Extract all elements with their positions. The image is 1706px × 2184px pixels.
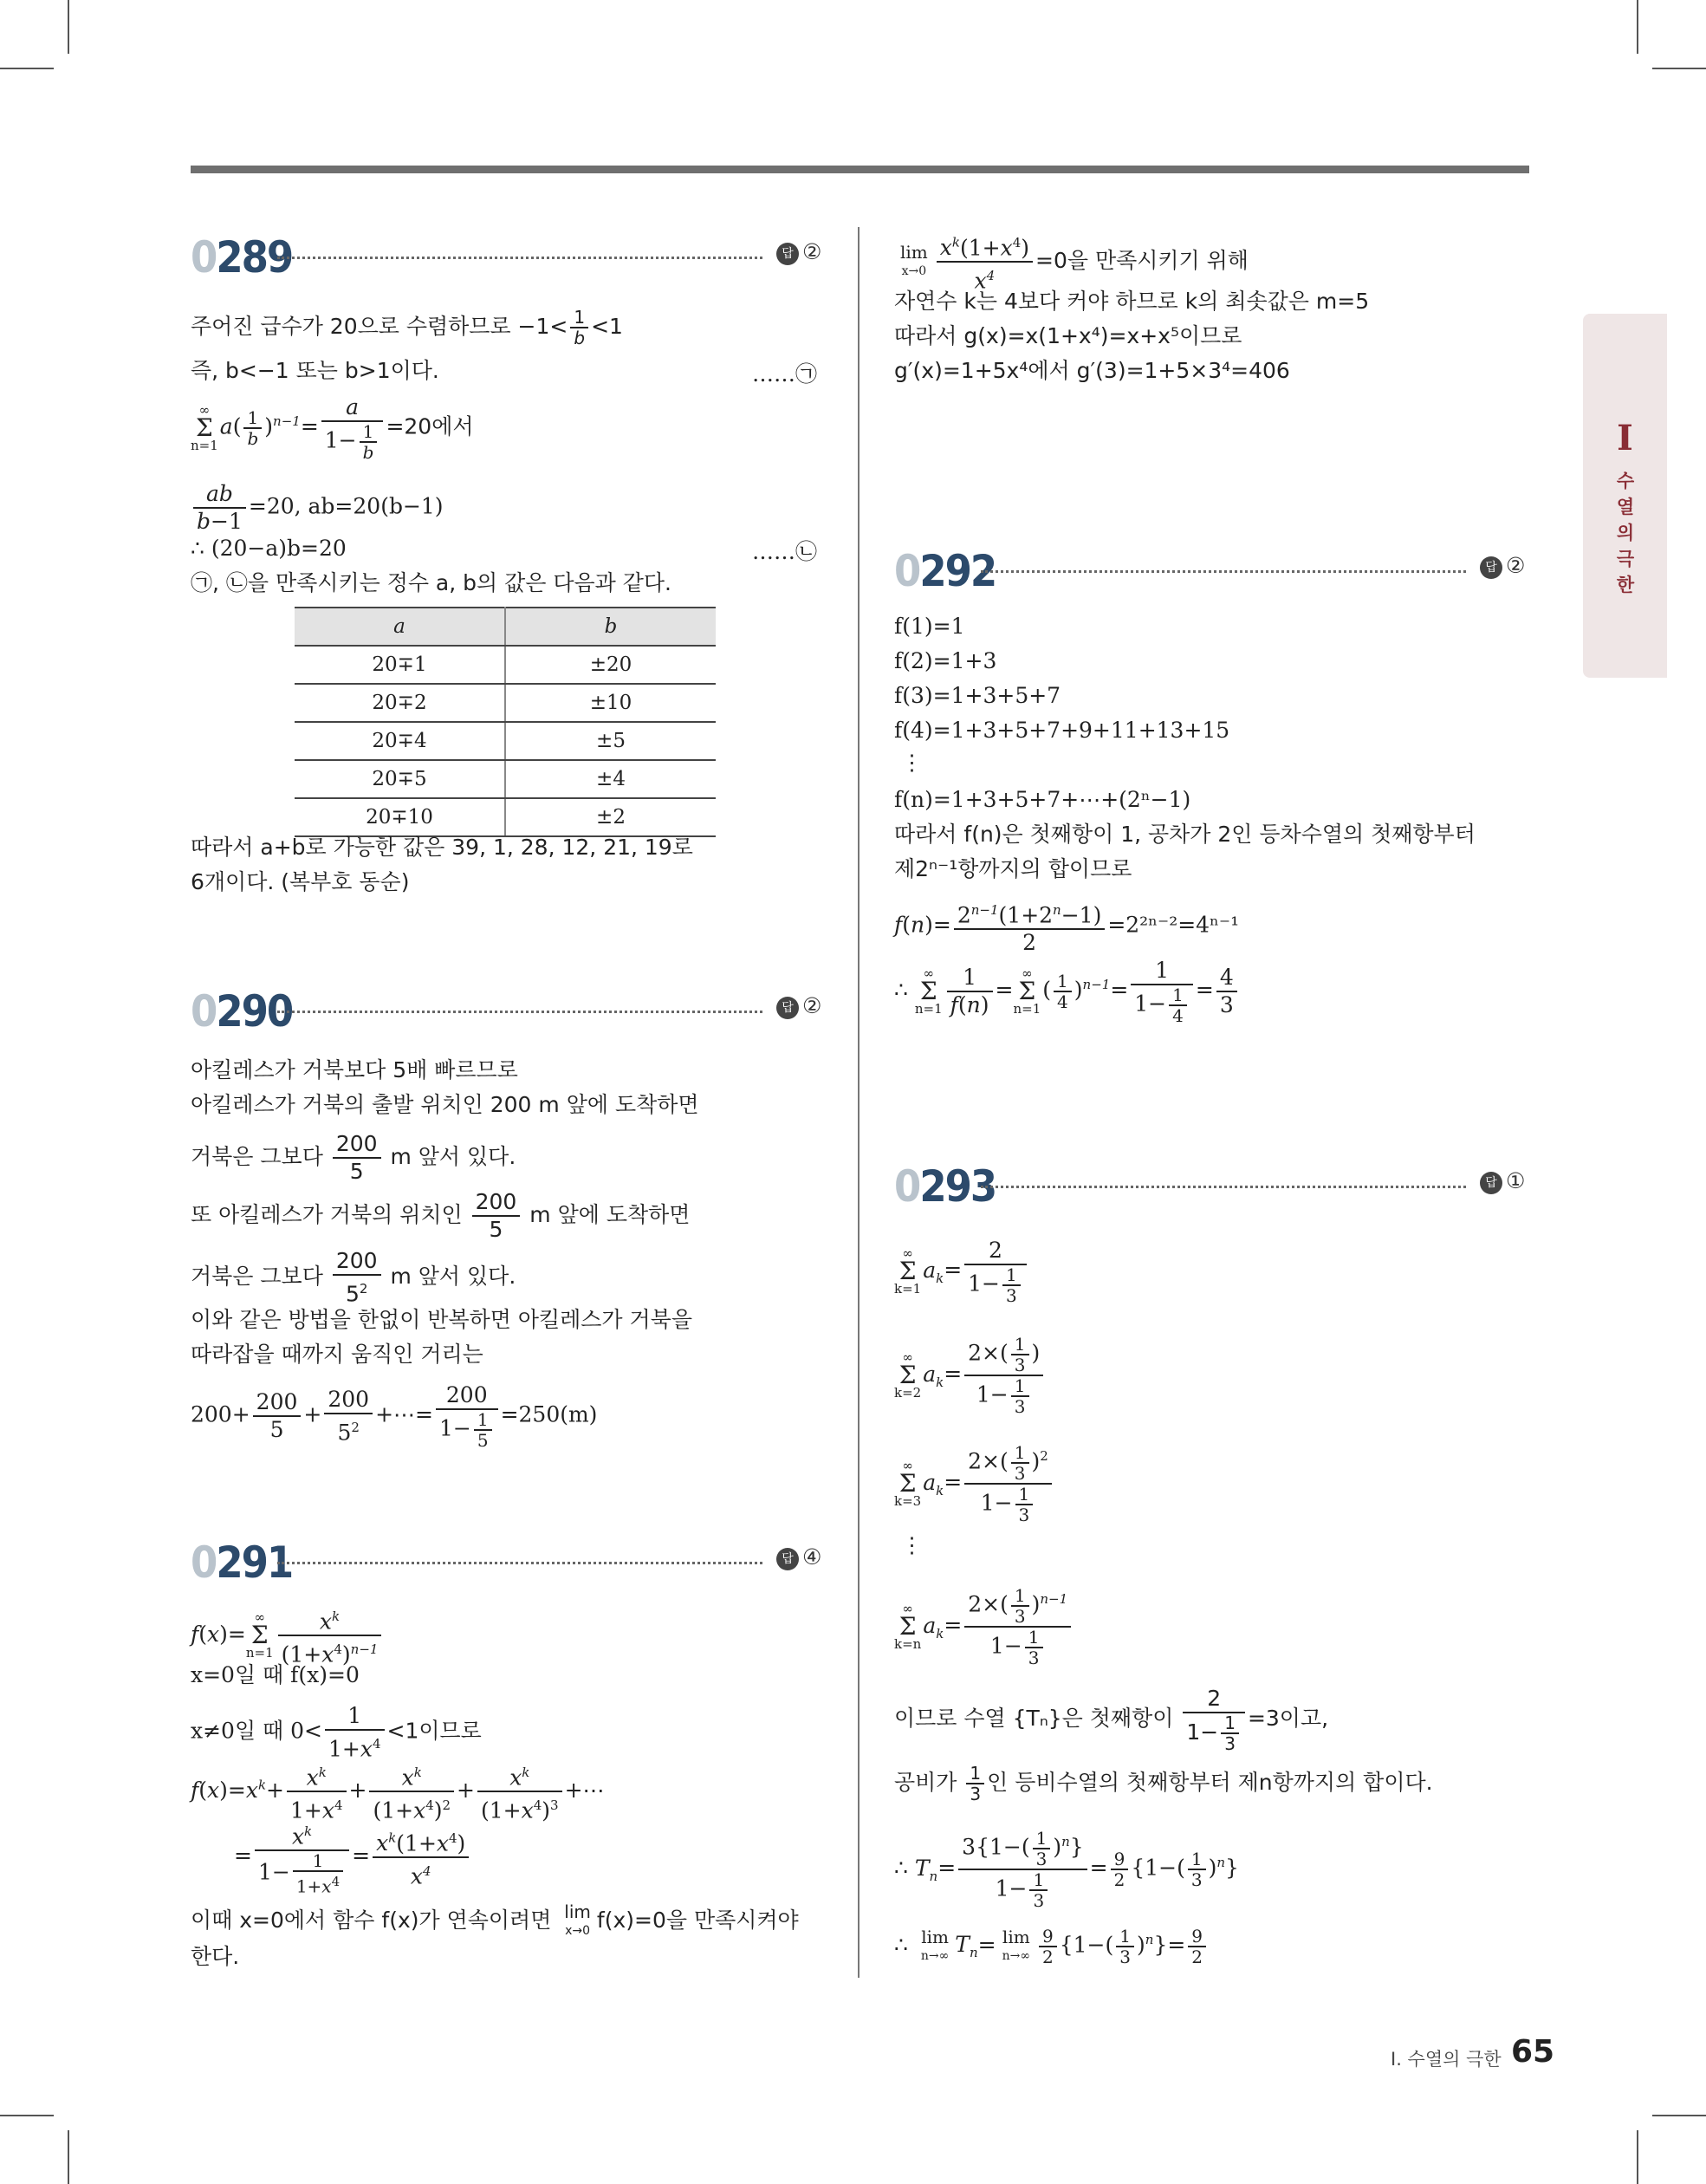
crop-mark xyxy=(1652,2115,1706,2116)
solution-equation: ∞ Σ $k=1a_k=$ 2 1− $\frac{1}{3}$ xyxy=(894,1238,1029,1305)
solution-equation: ∴ ∞ Σ n=1 $\frac{1}{f(n)}$ =∞ Σ n=1( $\frac{1}{4}$ )$^{n-1}$= 1 1− $\frac{1}{4}$ = $\frac{4}{3}$ xyxy=(894,958,1240,1025)
page-number: 65 xyxy=(1511,2034,1555,2070)
table-row: 20∓5 ±4 xyxy=(295,760,716,798)
crop-mark xyxy=(1637,0,1638,54)
solution-line: 아킬레스가 거북의 출발 위치인 200 m 앞에 도착하면 xyxy=(191,1092,699,1117)
problem-number: 0292 xyxy=(894,546,996,596)
solution-line: ㉠, ㉡을 만족시키는 정수 a, b의 값은 다음과 같다. xyxy=(191,570,672,595)
solution-equation: 200+ $\frac{200}{5}$ + $\frac{200}{5^2}$ +⋯= 200 1− $\frac{1}{5}$ =250(m) xyxy=(191,1382,598,1451)
answer-badge-icon: 답 xyxy=(1480,556,1502,579)
solution-line: ∴ (20−a)b=20 xyxy=(191,536,347,561)
chapter-side-tab xyxy=(1583,314,1667,678)
solution-line: 이와 같은 방법을 한없이 반복하면 아킬레스가 거북을 xyxy=(191,1307,692,1332)
solution-line: ⋮ xyxy=(901,750,923,775)
answer-label: 답 ② xyxy=(776,239,821,265)
answer-badge-icon: 답 xyxy=(776,997,799,1019)
solution-line: 제2ⁿ⁻¹항까지의 합이므로 xyxy=(894,856,1132,881)
solution-line: 따라서 f(n)은 첫째항이 1, 공차가 2인 등차수열의 첫째항부터 xyxy=(894,822,1476,847)
problem-number: 0291 xyxy=(191,1537,293,1588)
solution-line: x=0일 때 f(x)=0 xyxy=(191,1662,360,1687)
solution-line: f(n)=1+3+5+7+⋯+(2ⁿ−1) xyxy=(894,787,1191,812)
fraction: $\frac{1}{b}$ xyxy=(570,308,588,348)
crop-mark xyxy=(68,2130,69,2184)
dotted-leader xyxy=(277,1562,762,1564)
solution-line: 따라서 g(x)=x(1+x⁴)=x+x⁵이므로 xyxy=(894,323,1242,348)
equation-marker: ……㉠ xyxy=(752,361,818,387)
solution-line: 이므로 수열 {Tₙ}은 첫째항이 2 1− $\frac{1}{3}$ =3이고, xyxy=(894,1686,1329,1754)
column-divider xyxy=(858,227,859,1978)
solution-line: 한다. xyxy=(191,1944,240,1969)
solution-equation: $\frac{ab}{b-1}$ =20, ab=20(b−1) xyxy=(191,481,444,535)
crop-mark xyxy=(1637,2130,1638,2184)
solution-equation: f(n)= $\frac{2^{n-1}(1+2^n-1)}{2}$ =2²ⁿ⁻²=4ⁿ⁻¹ xyxy=(894,897,1239,956)
sigma-symbol: ∞ Σ n=1 xyxy=(1013,965,1041,1017)
answer-label: 답 ④ xyxy=(776,1544,821,1570)
solution-line: f(2)=1+3 xyxy=(894,648,997,673)
problem-number: 0290 xyxy=(191,986,293,1037)
problem-292-header xyxy=(894,546,1527,595)
table-row: 20∓2 ±10 xyxy=(295,684,716,722)
dotted-leader xyxy=(981,1186,1466,1188)
solution-equation: lim x→0 $\frac{x^k(1+x^4)}{x^4}$ =0을 만족시키기 위해 xyxy=(894,230,1249,295)
answer-label: 답 ① xyxy=(1480,1168,1525,1194)
solution-line: x≠0일 때 0< $\frac{1}{1+x^4}$ <1이므로 xyxy=(191,1703,482,1762)
solution-line: ⋮ xyxy=(901,1532,923,1557)
solution-line: 또 아킬레스가 거북의 위치인 $\frac{200}{5}$ m 앞에 도착하면 xyxy=(191,1189,691,1242)
solution-equation: ∞ Σ $k=na_k=$ 2×( $\frac{1}{3}$ )$^{n-1}$ 1− $\frac{1}{3}$ xyxy=(894,1586,1074,1667)
equation-marker: ……㉡ xyxy=(752,539,818,564)
table-header: b xyxy=(505,608,716,646)
solution-equation: ∴ $T_n=$ 3{1−( $\frac{1}{3}$ )$^n$} 1− $\frac{1}{3}$ = $\frac{9}{2}$ {1−( $\frac{1}{3}$ )$^n$} xyxy=(894,1828,1239,1911)
sigma-symbol: ∞ Σ k=2 xyxy=(894,1349,922,1401)
answer-badge-icon: 답 xyxy=(776,1548,799,1570)
problem-289-header xyxy=(191,232,823,281)
solution-equation: $f(x)=x^k+$ $\frac{x^k}{1+x^4}$ + $\frac{x^k}{(1+x^4)^2}$ + $\frac{x^k}{(1+x^4)^3}$ +⋯ xyxy=(191,1759,605,1824)
solution-line: 공비가 $\frac{1}{3}$ 인 등비수열의 첫째항부터 제n항까지의 합이다. xyxy=(894,1763,1433,1804)
solution-line: 아킬레스가 거북보다 5배 빠르므로 xyxy=(191,1057,518,1082)
solution-line: 이때 x=0에서 함수 f(x)가 연속이려면 lim x→0 f(x)=0을 만족시켜야 xyxy=(191,1901,799,1938)
dotted-leader xyxy=(277,1011,762,1013)
solution-equation: = $x^k$ 1− $\frac{1}{1+x^4}$ = $\frac{x^k(1+x^4)}{x^4}$ xyxy=(234,1818,471,1896)
solution-line: g′(x)=1+5x⁴에서 g′(3)=1+5×3⁴=406 xyxy=(894,358,1290,383)
solution-line: 따라서 a+b로 가능한 값은 39, 1, 28, 12, 21, 19로 xyxy=(191,835,693,860)
dotted-leader xyxy=(277,257,762,259)
crop-mark xyxy=(0,2115,54,2116)
chapter-side-label: 수열의 극한 xyxy=(1616,471,1635,595)
sigma-symbol: ∞ Σ n=1 xyxy=(245,1609,274,1661)
solution-line: 거북은 그보다 $\frac{200}{5}$ m 앞서 있다. xyxy=(191,1131,516,1184)
table-row: 20∓4 ±5 xyxy=(295,722,716,760)
table-row: 20∓1 ±20 xyxy=(295,646,716,684)
answer-badge-icon: 답 xyxy=(776,243,799,265)
solution-line: 즉, b<−1 또는 b>1이다. xyxy=(191,358,439,383)
solution-line: 6개이다. (복부호 동순) xyxy=(191,869,410,894)
crop-mark xyxy=(1652,68,1706,69)
solution-line: f(4)=1+3+5+7+9+11+13+15 xyxy=(894,718,1230,743)
sigma-symbol: ∞ Σ k=1 xyxy=(894,1245,922,1297)
solution-line: f(3)=1+3+5+7 xyxy=(894,683,1061,708)
problem-number: 0293 xyxy=(894,1161,996,1212)
answer-badge-icon: 답 xyxy=(1480,1172,1502,1194)
sigma-symbol: ∞ Σ k=3 xyxy=(894,1458,922,1509)
solution-line: f(1)=1 xyxy=(894,614,965,639)
solution-equation: ∞ Σ $k=3a_k=$ 2×( $\frac{1}{3}$ )$^2$ 1− $\frac{1}{3}$ xyxy=(894,1443,1054,1524)
answer-label: 답 ② xyxy=(776,993,821,1019)
solution-line: 주어진 급수가 20으로 수렴하므로 −1< $\frac{1}{b}$ <1 xyxy=(191,307,623,348)
header-rule xyxy=(191,166,1529,173)
crop-mark xyxy=(68,0,69,54)
sigma-symbol: ∞ Σ k=n xyxy=(894,1601,922,1652)
solution-line: 자연수 k는 4보다 커야 하므로 k의 최솟값은 m=5 xyxy=(894,289,1370,314)
solution-line: 따라잡을 때까지 움직인 거리는 xyxy=(191,1342,483,1367)
problem-291-header xyxy=(191,1537,823,1586)
solution-equation: ∞ Σ n=1a( $\frac{1}{b}$ )$^{n-1}$= a 1− $\frac{1}{b}$ =20에서 xyxy=(191,394,474,463)
sigma-symbol: ∞ Σ n=1 xyxy=(914,965,943,1017)
solution-line: 거북은 그보다 $\frac{200}{5^2}$ m 앞서 있다. xyxy=(191,1248,516,1307)
sigma-symbol: ∞ Σ n=1 xyxy=(191,402,218,453)
problem-number: 0289 xyxy=(191,232,293,283)
answer-label: 답 ② xyxy=(1480,553,1525,579)
problem-290-header xyxy=(191,986,823,1035)
chapter-roman-numeral: I xyxy=(1617,418,1633,458)
crop-mark xyxy=(0,68,54,69)
solution-equation: ∞ Σ $k=2a_k=$ 2×( $\frac{1}{3}$ ) 1− $\frac{1}{3}$ xyxy=(894,1335,1046,1416)
problem-293-header xyxy=(894,1161,1527,1210)
solution-table xyxy=(295,607,716,837)
footer-chapter-title: Ⅰ. 수열의 극한 xyxy=(1391,2049,1502,2070)
solution-equation: ∴ lim n→∞ $T_n=$ lim n→∞ $\frac{9}{2}$ {1−( $\frac{1}{3}$ )$^n$}= $\frac{9}{2}$ xyxy=(894,1924,1209,1968)
table-header: a xyxy=(295,608,505,646)
table-row: 20∓10 ±2 xyxy=(295,798,716,836)
solution-equation: f(x)=∞ Σ n=1 $\frac{x^k}{(1+x^4)^{n-1}}$ xyxy=(191,1603,384,1668)
dotted-leader xyxy=(981,570,1466,573)
